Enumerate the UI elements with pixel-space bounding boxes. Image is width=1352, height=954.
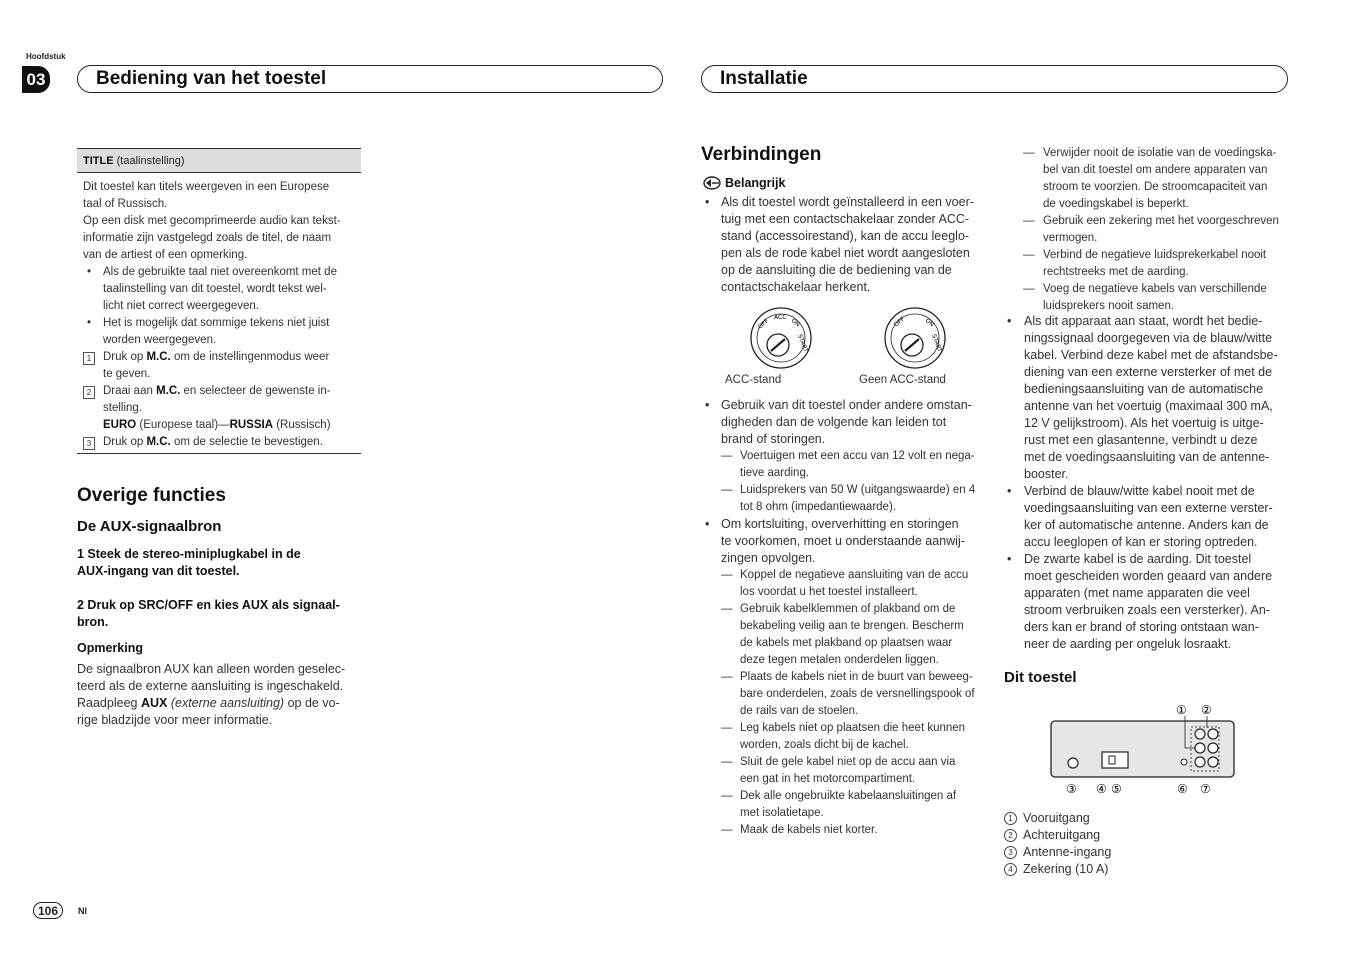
- diagram-label-4: ④: [1096, 782, 1107, 796]
- svg-text:START: START: [930, 333, 944, 354]
- bullet-item: • Het is mogelijk dat sommige tekens niet juist worden weergegeven.: [87, 317, 330, 346]
- svg-text:START: START: [796, 333, 810, 354]
- unit-rear-panel-diagram: [1045, 700, 1245, 798]
- dash-item: — Dek alle ongebruikte kabelaansluitingen af met isolatietape.: [721, 790, 957, 819]
- bullet-item: • Om kortsluiting, oververhitting en storingen te voorkomen, moet u onderstaande aanwij- zingen opvolgen.: [705, 517, 965, 565]
- svg-text:ACC: ACC: [774, 314, 787, 321]
- note-title: Opmerking: [77, 641, 143, 655]
- bullet-item: • Als dit apparaat aan staat, wordt het bedie- ningssignaal doorgegeven via de blauw/witte kabel. Verbind deze kabel met de afstandsbe- diening van een externe versterker of met de bedieningsaansluiting van de automatische antenne van het voertuig (maximaal 300 mA, 12 V gelijkstroom). Als het voertuig is uitge- rust met een glasantenne, verbindt u deze met de voedingsaansluiting van de antenne- booster.: [1007, 314, 1278, 481]
- legend-item: 1 Vooruitgang: [1004, 810, 1111, 827]
- aux-step-2: 2 Druk op SRC/OFF en kies AUX als signaal- bron.: [77, 598, 340, 629]
- svg-text:OFF: OFF: [756, 317, 771, 331]
- dash-item: — Sluit de gele kabel niet op de accu aan via een gat in het motorcompartiment.: [721, 756, 956, 785]
- overige-title: Overige functies: [77, 485, 226, 506]
- diagram-label-5: ⑤: [1111, 782, 1122, 796]
- diagram-label-2: ②: [1201, 703, 1212, 717]
- important-icon: [702, 175, 722, 191]
- verbindingen-block-2: [705, 397, 995, 839]
- dash-item: — Voeg de negatieve kabels van verschillende luidsprekers nooit samen.: [1023, 283, 1267, 312]
- title-table-body: [83, 179, 361, 451]
- svg-text:OFF: OFF: [892, 315, 907, 329]
- note-text: De signaalbron AUX kan alleen worden geselec- teerd als de externe aansluiting is ingeschakeld. Raadpleeg AUX (externe aansluiting) op de vo- rige bladzijde voor meer informatie.: [77, 662, 346, 727]
- left-section-header: Bediening van het toestel: [77, 65, 663, 93]
- chapter-label: Hoofdstuk: [26, 52, 66, 61]
- dash-item: — Luidsprekers van 50 W (uitgangswaarde) en 4 tot 8 ohm (impedantiewaarde).: [721, 484, 976, 513]
- step-3: 3 Druk op M.C. om de selectie te bevestigen.: [83, 434, 361, 451]
- dash-item: — Gebruik een zekering met het voorgeschreven vermogen.: [1023, 215, 1279, 244]
- para2-line1: Op een disk met gecomprimeerde audio kan tekst-: [83, 215, 341, 227]
- legend-item: 4 Zekering (10 A): [1004, 861, 1111, 878]
- right-section-header: Installatie: [701, 65, 1288, 93]
- verbindingen-title: Verbindingen: [701, 144, 822, 165]
- dash-item: — Leg kabels niet op plaatsen die heet kunnen worden, zoals dicht bij de kachel.: [721, 722, 966, 751]
- no-acc-ignition-illustration: [882, 305, 948, 371]
- aux-subtitle: De AUX-signaalbron: [77, 518, 222, 535]
- dash-item: — Verbind de negatieve luidsprekerkabel nooit rechtstreeks met de aarding.: [1023, 249, 1267, 278]
- right-column-bullets: [1007, 313, 1292, 653]
- para1-line1: Dit toestel kan titels weergeven in een Europese: [83, 181, 330, 193]
- dash-item: — Plaats de kabels niet in de buurt van beweeg- bare onderdelen, zoals de versnellingspook of de rails van de stoelen.: [721, 671, 975, 717]
- diagram-label-1: ①: [1176, 703, 1187, 717]
- language-code: Nl: [78, 906, 87, 916]
- diagram-label-6: ⑥: [1177, 782, 1188, 796]
- dash-item: — Maak de kabels niet korter.: [721, 824, 878, 836]
- dit-toestel-title: Dit toestel: [1004, 669, 1077, 686]
- step-2: 2 Draai aan M.C. en selecteer de gewenste in- stelling. EURO (Europese taal)—RUSSIA (Russisch): [83, 383, 361, 434]
- verbindingen-block-1: [705, 194, 990, 296]
- important-label: Belangrijk: [702, 175, 785, 191]
- diagram-legend: [1004, 810, 1111, 878]
- para2-line3: van de artiest of een opmerking.: [83, 249, 248, 261]
- chapter-number: 03: [22, 66, 50, 93]
- right-column-dashes: [1020, 145, 1295, 315]
- bullet-item: • Als de gebruikte taal niet overeenkomt met de taalinstelling van dit toestel, wordt tekst wel- licht niet correct weergegeven.: [87, 266, 337, 312]
- svg-text:ON: ON: [923, 317, 936, 329]
- dash-item: — Gebruik kabelklemmen of plakband om de bekabeling veilig aan te brengen. Bescherm de kabels met plakband op plaatsen waar deze tegen metalen onderdelen liggen.: [721, 603, 964, 666]
- bullet-item: • De zwarte kabel is de aarding. Dit toestel moet gescheiden worden geaard van andere apparaten (met name apparaten die veel stroom verbruiken zoals een versterker). An- ders kan er brand of storing ontstaan wan- neer de aarding per ongeluk losraakt.: [1007, 552, 1273, 651]
- bullet-item: • Als dit toestel wordt geïnstalleerd in een voer- tuig met een contactschakelaar zonder ACC- stand (accessoirestand), kan de accu leeglo- pen als de rode kabel niet wordt aangesloten op de aansluiting die de bediening van de contactschakelaar herkent.: [705, 195, 974, 294]
- svg-text:ON: ON: [789, 317, 802, 329]
- aux-step-1: 1 Steek de stereo-miniplugkabel in de AUX-ingang van dit toestel.: [77, 547, 301, 578]
- dash-item: — Voertuigen met een accu van 12 volt en nega- tieve aarding.: [721, 450, 975, 479]
- table-bottom-rule: [77, 453, 361, 454]
- title-table-header: TITLE (taalinstelling): [77, 148, 361, 173]
- acc-label: ACC-stand: [725, 374, 782, 386]
- bullet-item: • Gebruik van dit toestel onder andere omstan- digheden dan de volgende kan leiden tot brand of storingen.: [705, 398, 972, 446]
- dash-item: — Koppel de negatieve aansluiting van de accu los voordat u het toestel installeert.: [721, 569, 969, 598]
- bullet-item: • Verbind de blauw/witte kabel nooit met de voedingsaansluiting van een externe verster- ker of automatische antenne. Anders kan de accu leeglopen of kan er storing optreden.: [1007, 484, 1273, 549]
- legend-item: 3 Antenne-ingang: [1004, 844, 1111, 861]
- step-1: 1 Druk op M.C. om de instellingenmodus weer te geven.: [83, 349, 361, 383]
- dash-item: — Verwijder nooit de isolatie van de voedingska- bel van dit toestel om andere apparaten van stroom te voorzien. De stroomcapaciteit van de voedingskabel is beperkt.: [1023, 147, 1277, 210]
- acc-ignition-illustration: [748, 305, 814, 371]
- no-acc-label: Geen ACC-stand: [859, 374, 946, 386]
- legend-item: 2 Achteruitgang: [1004, 827, 1111, 844]
- para1-line2: taal of Russisch.: [83, 198, 168, 210]
- page-number: 106: [33, 902, 63, 919]
- para2-line2: informatie zijn vastgelegd zoals de titel, de naam: [83, 232, 332, 244]
- diagram-label-7: ⑦: [1200, 782, 1211, 796]
- diagram-label-3: ③: [1066, 782, 1077, 796]
